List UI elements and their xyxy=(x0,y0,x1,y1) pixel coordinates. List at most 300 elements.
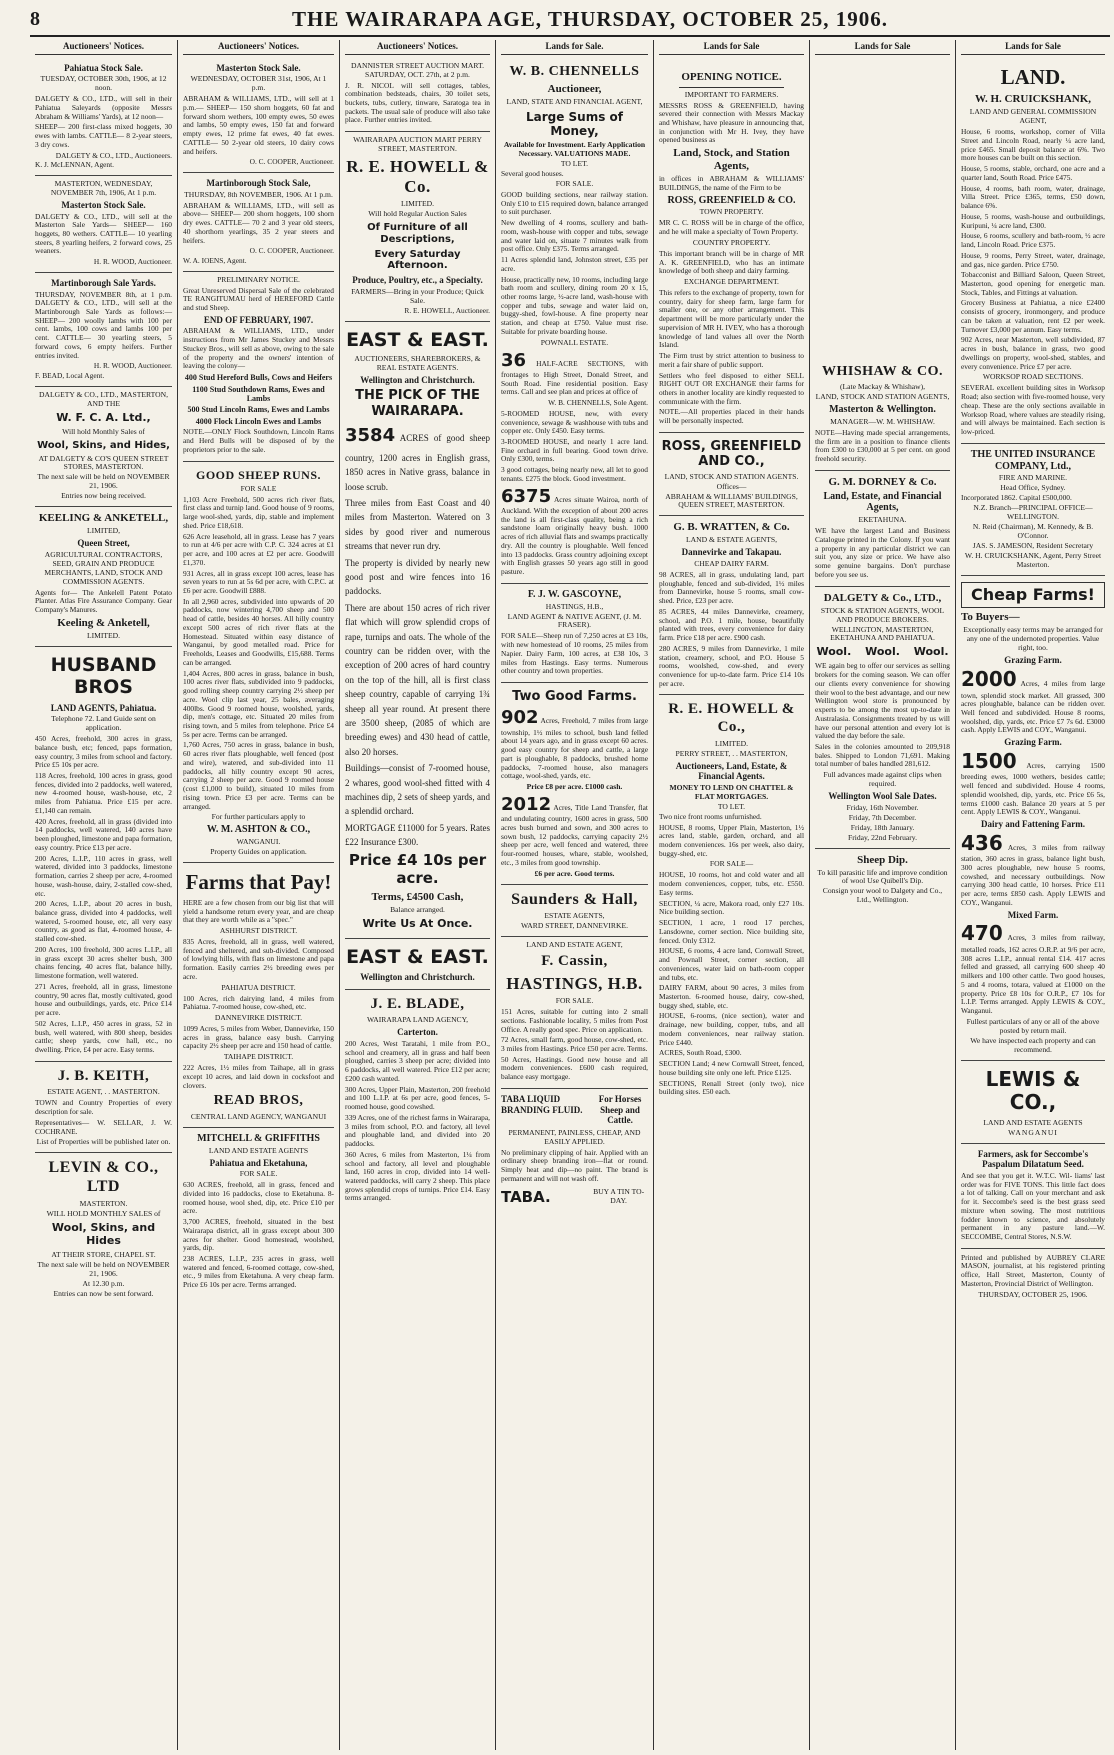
advert-agent: W. A. IOENS, Agent. xyxy=(183,255,247,265)
listing: 931 Acres, all in grass except 100 acres, lease has seven years to run at 5s 6d per acre, with C.P.C. at £6 per acre. Goodwill £888. xyxy=(183,568,334,595)
listing: House, practically new, 10 rooms, including large bath room and scullery, dining room 20 x 15, other rooms large, ½-acre land, wash-house with copper and tubs, sewage and water laid on, buggy-shed, fowl-house. A fine property near station, and cheap at £750. Value must rise. Suitable for private boarding house. xyxy=(501,274,648,336)
advert-body: J. R. NICOL will sell cottages, tables, combination bedsteads, chairs, 30 toilet sets, buckets, tubs, cutlery, tinware, Saratoga tea in packets. The usual sale of produce will also take place. Further entries invited. xyxy=(345,80,490,125)
advert-body: MESSRS ROSS & GREENFIELD, having severed their connection with Messrs Mackay and Whishaw, have pleasure in announcing that, in conjunction with Mr H. Ivey, they have opened business as xyxy=(659,100,804,145)
advert-name: R. E. HOWELL & Co., xyxy=(668,701,795,736)
column-header: Auctioneers' Notices. xyxy=(35,40,172,55)
sale-date: Friday, 16th November. xyxy=(846,802,919,812)
listing: 3,700 ACRES, freehold, situated in the best Wairarapa district, all in grass except about 300 acres for shelter. Good homestead, woolshed, yards, dip. xyxy=(183,1217,334,1253)
advert-name: W. F. C. A. Ltd., xyxy=(56,410,151,424)
advert-name: J. B. KEITH, xyxy=(57,1067,150,1084)
advert-sheep-dip xyxy=(815,849,950,911)
acreage-figure: 2000 xyxy=(961,666,1017,691)
listing: HOUSE, 10 rooms, hot and cold water and all modern conveniences, copper, tubs, etc. £550. Easy terms. xyxy=(659,870,804,897)
advert-body: ABRAHAM & WILLIAMS, LTD., will sell as above— SHEEP— 200 shorn hoggets, 100 shorn dry ewes. CATTLE— 70 2 and 3 year old steers, 40 shorthorn yearlings, 35 2 year steers and heifers. xyxy=(183,200,334,245)
listing: 280 ACRES, 9 miles from Dannevirke, 1 mile station, creamery, school, and P.O. House 5 rooms, woolshed, cow-shed, and every convenience for up-to-date farm. Price £14 10s per acre. xyxy=(659,643,804,688)
advert-title: Wool. Wool. Wool. xyxy=(816,645,949,659)
column-7 xyxy=(956,40,1110,1750)
masthead xyxy=(30,4,1110,34)
advert-sub: LAND AND ESTATE AGENT, xyxy=(526,940,623,950)
advert-agent: F. BEAD, Local Agent. xyxy=(35,371,105,381)
lot: 1100 Stud Southdown Rams, Ewes and Lambs xyxy=(192,384,325,404)
advert-manager: MANAGER—W. M. WHISHAW. xyxy=(830,416,935,426)
advert-gb-wratten xyxy=(659,516,804,695)
listing: 118 Acres, freehold, 100 acres in grass, good fences, divided into 2 paddocks, well watered, new 4-roomed house, wash-house, etc, 2 miles from Pahiatua. Price £15 per acre. £1,140 can remain. xyxy=(35,771,172,815)
advert-balance: Balance arranged. xyxy=(390,904,445,914)
advert-sub: Land, Estate, and Financial Agents, xyxy=(823,490,942,514)
advert-body: To kill parasitic life and improve condition of wool Use Quibell's Dip. xyxy=(817,867,948,886)
advert-title: Two Good Farms. xyxy=(512,689,637,705)
listing-text: Acres situate Wairoa, north of Auckland. With the exception of about 200 acres the land is all first-class quality, being a rich sandstone loam originally heavy bush. 1000 acres of rich alluvial flats and swamps practically dry. All the country is ploughable. Well fenced into 13 paddocks. Grass country adjoining except with English grasses 50 years ago still in good pasture. xyxy=(501,494,648,577)
lot: 400 Stud Hereford Bulls, Cows and Heifers xyxy=(184,373,333,383)
listing: 200 Acres, West Taratahi, 1 mile from P.O., school and creamery, all in grass and half been ploughed, carries 3 sheep per acre; divided into 6 paddocks, all well watered. Price £12 per acre; £200 cash wanted. xyxy=(345,1038,490,1083)
advert-title: OPENING NOTICE. xyxy=(681,70,782,83)
advert-sub: FOR SALE xyxy=(240,483,277,493)
advert-farms-that-pay xyxy=(183,863,334,1128)
advert-gm-dorney xyxy=(815,471,950,587)
listing: 72 Acres, small farm, good house, cow-shed, etc. 3 miles from Hastings. Price £50 per acre. Terms. xyxy=(501,1035,648,1053)
listing: 50 Acres, Hastings. Good new house and all modern conveniences. £600 cash required, balance easy mortgage. xyxy=(501,1054,648,1082)
advert-name: READ BROS, xyxy=(213,1093,304,1109)
listing: 271 Acres, freehold, all in grass, limestone country, 90 acres flat, mostly cultivated, good house and outbuildings, yards, etc. Price £14 per acre. xyxy=(35,981,172,1018)
listing: 98 ACRES, all in grass, undulating land, part ploughable, fenced and sub-divided, 1½ miles from Dannevirke, house 5 rooms, small cow-shed. Price, £23 per acre. xyxy=(659,569,804,606)
advert-firm: ROSS, GREENFIELD & CO. xyxy=(667,194,796,206)
advert-next-sale: The next sale will be held on NOVEMBER 21, 1906. xyxy=(37,1259,170,1278)
advert-title: THE PICK OF THE WAIRARAPA. xyxy=(355,388,480,419)
listing: 502 Acres, L.I.P., 450 acres in grass, 52 in bush, well watered, with 800 sheep, besides cattle; sheep yards, cow hall, etc., no dwelling. Price, £4 per acre. Easy terms. xyxy=(35,1018,172,1055)
listing: SECTION, ¼ acre, Makora road, only £27 10s. Nice building section. xyxy=(659,898,804,917)
advert-preliminary-notice xyxy=(183,272,334,462)
advert-agent: K. J. McLENNAN, Agent. xyxy=(35,160,115,170)
advert-signature: H. R. WOOD, Auctioneer. xyxy=(93,257,172,267)
advert-body: WE again beg to offer our services as selling brokers for the coming season. We can offer our clients every convenience for showing their wool to the best advantage, and our new Wellington wool store is pronounced by experts to be among the most up-to-date in Australasia. Consignments treated by us will have our personal attention and every lot is valued the day before the sale. xyxy=(815,661,950,741)
listing: 151 Acres, suitable for cutting into 2 small sections. Fashionable locality, 5 miles from Post Office. A really good spec. Price on application. xyxy=(501,1007,648,1034)
listing: 450 Acres, freehold, 300 acres in grass, balance bush, etc; fenced, paps formation, easy country, 3 miles from school and factory. Price £5 10s per acre. xyxy=(35,734,172,770)
blank-space xyxy=(815,58,950,358)
advert-date: END OF FEBRUARY, 1907. xyxy=(203,314,314,325)
advert-opening-notice xyxy=(659,58,804,433)
acreage-figure: 436 xyxy=(961,830,1003,855)
listing: 1,760 Acres, 750 acres in grass, balance in bush, 60 acres river flats ploughable, well fenced (post and wire), watered, and sub-divided into 11 paddocks, all hilly country except 90 acres, carrying 2 sheep per acre. Good 9 roomed house (cost £1,000 to build), situated 10 miles from rising town. Price £3 per acre. Terms can be arranged. xyxy=(183,740,334,811)
listing: HOUSE, 8 rooms, Upper Plain, Masterton, 1½ acres land, stable, garden, orchard, and all modern conveniences. 16s per week, also dairy, buggy-shed, etc. xyxy=(659,822,804,858)
advert-for-sale: FOR SALE. xyxy=(239,1169,278,1179)
advert-two-good-farms xyxy=(501,683,648,885)
advert-name: W. B. CHENNELLS xyxy=(509,63,640,79)
acreage-figure: 3584 xyxy=(345,425,396,447)
advert-price: Price £4 10s per acre. xyxy=(348,851,487,888)
listing-text: Acres, 3 miles from railway, metalled roads, 162 acres O.R.P. at 9/6 per acre, 308 acres L.I.P., annual rental £14. 417 acres felled and grassed, all carrying 600 sheep 40 milkers and 100 other cattle. Two good houses, 5 and 4 rooms, totara, valued at £1000 on the property. Price £8 10s for O.R.P., £7 10s for L.I.P. Terms arranged. Apply LEWIS & COY., Wanganui. xyxy=(961,933,1105,1016)
listing xyxy=(961,922,1105,1015)
advert-ltd: LIMITED. xyxy=(400,199,435,209)
listing: 420 Acres, freehold, all in grass (divided into 14 paddocks, well watered, 140 acres have been ploughed, limestone and papa formation, easy country. Price £13 per acre. xyxy=(35,816,172,852)
advert-name: DALGETY & Co., LTD., xyxy=(823,591,942,604)
advert-name: Saunders & Hall, xyxy=(511,890,638,908)
listing: House, 4 rooms, bath room, water, drainage, Villa Street. Price £365, terms, £50 down, balance 6%. xyxy=(961,183,1105,211)
district: ASHHURST DISTRICT. xyxy=(219,925,298,935)
taba-heading-row xyxy=(501,1092,648,1128)
listing: 902 Acres, near Masterton, well subdivided, 87 acres in bush, balance in grass, two good dwellings on property, wool-shed, stables, and every convenience. Price £7 per acre. xyxy=(961,335,1105,371)
advert-saunders-hall xyxy=(501,885,648,938)
advert-body: DALGETY & CO., LTD., will sell at the Masterton Sale Yards— SHEEP— 160 hoggets, 80 wethers. CATTLE— 10 yearling steers, 8 yearling heifers, 2 forward cows, 25 weaners. xyxy=(35,211,172,256)
listing: 626 Acre leasehold, all in grass. Lease has 7 years to run at 4/6 per acre with C.P. C. 324 acres at £1 per acre, and 100 acres at £2 per acre. Goodwill £1,370. xyxy=(183,531,334,567)
listing: 1,404 Acres, 800 acres in grass, balance in bush, 100 acres river flats, subdivided into 9 paddocks, good rolling sheep country carrying 2½ sheep per acre. Wool clip last year, 25 bales, averaging 400lbs. Good 9 roomed house, woolshed, yards, dip, men's cottage, etc. Situated 20 miles from rising town, and 5 miles from telephone. Price £4 5s per acre. Terms can be arranged. xyxy=(183,668,334,739)
listing: ACRES, South Road, £300. xyxy=(659,1048,742,1058)
acreage-figure: 2012 xyxy=(501,794,552,816)
advert-place: MASTERTON. xyxy=(79,1199,128,1209)
advert-jb-keith xyxy=(35,1062,172,1154)
listing: House, 9 rooms, Perry Street, water, drainage, and gas, nice garden. Price £750. xyxy=(961,250,1105,269)
advert-sub-2: LAND, STATE AND FINANCIAL AGENT, xyxy=(506,97,643,107)
advert-agents: Agents for— The Ankelell Patent Potato Planter. Atlas Fire Assurance Company. Gear Company's Manures. xyxy=(35,587,172,615)
advert-sub: IMPORTANT TO FARMERS. xyxy=(684,89,779,99)
section-heading: COUNTRY PROPERTY. xyxy=(692,237,771,247)
advert-name: EAST & EAST. xyxy=(346,328,489,351)
advert-note: Consign your wool to Dalgety and Co., Ltd., Wellington. xyxy=(822,886,943,905)
advert-body: Great Unreserved Dispersal Sale of the celebrated TE RANGITUMAU herd of HEREFORD Cattle and stud Sheep. xyxy=(183,285,334,313)
advert-guide: Property Guides on application. xyxy=(210,847,307,857)
listing: HOUSE, 6 rooms, 4 acre land, Cornwall Street, and Pownall Street, corner section, all conveniences, water laid on bath-room copper and tubs, etc. xyxy=(659,946,804,982)
listing: SEVERAL excellent building sites in Worksop Road; also section with five-roomed house, very cheap. These are the only sections available in Worksop Road, where values are steadily rising, and will always be maintained. Each section is low-priced. xyxy=(961,383,1105,436)
listing: In all 2,960 acres, subdivided into upwards of 20 paddocks, now wintering 4,700 sheep and 500 head of cattle, besides 40 horses. All hilly country except 500 acres of rich river flats at the Homestead. Situated within easy distance of Wanganui, by good metalled road. Price for Freeholds, Leases and Goodwills, £15,688. Terms can be arranged. xyxy=(183,596,334,667)
advert-sub: Auctioneers, Land, Estate, & Financial Agents. xyxy=(675,760,788,782)
advert-body-2: in offices in ABRAHAM & WILLIAMS' BUILDINGS, the name of the Firm to be xyxy=(659,174,804,192)
advert-place: EKETAHUNA. xyxy=(858,515,907,525)
divider xyxy=(679,87,784,88)
listing-text: Acres, 4 miles from large town, splendid stock market. All grassed, 300 acres ploughable, balance can be ridden over. Well fenced and subdivided. House 8 rooms, woolshed, dip, yards, etc. Price £7 7s 6d. £3000 cash. Apply LEWIS and COY., Wanganui. xyxy=(961,678,1105,735)
advert-title: Masterton Stock Sale. xyxy=(61,199,146,210)
section-body: MR C. C. ROSS will be in charge of the office, and he will make a specialty of Town Property. xyxy=(659,218,804,237)
advert-title: Of Furniture of all Descriptions, xyxy=(367,222,468,245)
listing xyxy=(961,832,1105,908)
listing: Grocery Business at Pahiatua, a nice £2400 consists of grocery, ironmongery, and produce can be taken at valuation, rent £2 per week. Turnover £3,000 per annum. Easy terms. xyxy=(961,298,1105,334)
advert-store: AT THEIR STORE, CHAPEL ST. xyxy=(51,1249,156,1259)
listing: SECTION, 1 acre, 1 rood 17 perches, Lansdowne, corner section. Nice building site, fenced. Only £312. xyxy=(659,918,804,945)
advert-body: DALGETY & CO., LTD., will sell in their Pahiatua Saleyards (opposite Messrs Abraham & Williams' Yards), at 12 noon— xyxy=(35,94,172,121)
advert-place: WARD STREET, DANNEVIRKE. xyxy=(520,921,628,931)
advert-east-and-east xyxy=(345,322,490,939)
advert-body-2: ABRAHAM & WILLIAMS, LTD., under instructions from Mr James Stuckey and Messrs Stuckey Bros., will sell as above, owing to the sale of the property and the owners' intention of leaving the colony— xyxy=(183,326,334,371)
column-5 xyxy=(654,40,810,1750)
advert-body: And see that you get it. W.T.C. Wil- liams' last order was for FIVE TONS. This little fact does a lot of talking. Call on your merchant and ask for it. Seccombe's seed is the best grass seed mixture when sowing. The most nutritious fodder known to science, and absolutely permanent in any pasture land.—W. SECCOMBE, Central Stores, N.S.W. xyxy=(961,1170,1105,1242)
advert-advances: Full advances made against clips when required. xyxy=(823,770,942,789)
printer-imprint xyxy=(961,1249,1105,1305)
advert-fjw-gascoyne xyxy=(501,584,648,683)
advert-re-howell-auction xyxy=(345,132,490,321)
advert-title: Large Sums of Money, xyxy=(525,110,624,139)
listing: 835 Acres, freehold, all in grass, well watered, fenced and sheltered, and sub-divided. Composed of lowlying hills, with flats on limestone and papa formation. Easily carries 2½ breeding ewes per acre. xyxy=(183,936,334,981)
advert-title: Pahiatua Stock Sale. xyxy=(64,62,143,73)
advert-top: WAIRARAPA AUCTION MART PERRY STREET, MASTERTON. xyxy=(353,135,482,154)
listing: 200 Acres, L.I.P., 110 acres in grass, well watered, divided into 3 paddocks, limestone formation, carries 2 sheep per acre, 4-roomed house, wash-house, dairy, 2-stalled cow-shed, etc. xyxy=(35,853,172,898)
advert-body: TOWN and Country Properties of every description for sale. xyxy=(35,1098,172,1117)
listing xyxy=(501,486,648,577)
advert-signature: W. M. ASHTON & CO., xyxy=(206,824,311,836)
advert-buy: BUY A TIN TO-DAY. xyxy=(593,1187,645,1206)
advert-place: Wellington and Christchurch. xyxy=(360,374,475,385)
advert-cheap-farms xyxy=(961,576,1105,1061)
advert-title: PRELIMINARY NOTICE. xyxy=(217,274,300,284)
advert-for-sale: FOR SALE. xyxy=(555,178,594,188)
farm-heading: Grazing Farm. xyxy=(1004,737,1062,748)
lot-figure: 36 xyxy=(501,349,527,371)
listing: HOUSE, 6-rooms, (nice section), water and drainage, new building, copper, tubs, and all modern conveniences, near railway station. Price £440. xyxy=(659,1011,804,1047)
advert-body: THURSDAY, NOVEMBER 8th, at 1 p.m. DALGETY & CO., LTD., will sell at the Martinborough Sale Yards as follows:— SHEEP— 200 woolly lambs with 100 per cent. lambs, 100 cows and lambs 100 per cent. CATTLE— 30 yearling steers, 5 forward cows, 6 empty heifers. Further entries invited. xyxy=(35,289,172,360)
advert-note: For further particulars apply to xyxy=(211,812,306,822)
advert-pahiatua-stock-sale xyxy=(35,58,172,176)
advert-write: Write Us At Once. xyxy=(362,916,473,930)
advert-name: G. M. DORNEY & Co. xyxy=(828,475,937,488)
advert-to-let: TO LET. xyxy=(560,159,589,169)
advert-to-let: TO LET. xyxy=(717,801,746,811)
listing-price: £6 per acre. Good terms. xyxy=(534,868,615,878)
advert-title: Wool, Skins, and Hides xyxy=(51,1220,156,1247)
advert-for-sale: FOR SALE— xyxy=(709,859,754,869)
sale-date: Friday, 18th January. xyxy=(850,822,915,832)
advert-offices: Offices— xyxy=(716,481,747,491)
listing: 630 ACRES, freehold, all in grass, fenced and divided into 16 paddocks, close to Eketahuna. 8-roomed house, wool shed, dip, etc. Price £10 per acre. xyxy=(183,1180,334,1216)
advert-sub: WAIRARAPA LAND AGENCY, xyxy=(366,1015,469,1025)
advert-name: G. B. WRATTEN, & Co. xyxy=(673,521,790,534)
advert-title: Sheep Dip. xyxy=(857,853,908,866)
column-3 xyxy=(340,40,496,1750)
listing: SECTIONS, Renall Street (only two), nice building sites. £50 each. xyxy=(659,1078,804,1097)
advert-body: Exceptionally easy terms may be arranged for any one of the undernoted properties. Value right, too. xyxy=(963,625,1103,653)
advert-signature: O. C. COOPER, Auctioneer. xyxy=(249,246,334,256)
advert-east-and-east-footer xyxy=(345,939,490,990)
advert-martinborough-stock-sale xyxy=(183,173,334,272)
advert-sub: AUCTIONEERS, SHAREBROKERS, & REAL ESTATE AGENTS. xyxy=(354,353,481,372)
advert-mitchell-griffiths xyxy=(183,1128,334,1296)
advert-seccombe-paspalum xyxy=(961,1144,1105,1249)
listing: 5-ROOMED HOUSE, new, with every convenience, sewage & washhouse with tubs and copper etc. Only £450. Easy terms. xyxy=(501,408,648,436)
advert-body: No preliminary clipping of hair. Applied with an ordinary sheep branding iron—flat or round. Simply heat and dip—no paint. The brand is permanent and will not wash off. xyxy=(501,1147,648,1183)
district: PAHIATUA DISTRICT. xyxy=(221,982,296,992)
listing xyxy=(501,794,648,868)
listing: 300 Acres, Upper Plain, Masterton, 200 freehold and 100 L.I.P. at 6s per acre, good fences, 5-roomed house, good cowshed. xyxy=(345,1084,490,1112)
column-header: Lands for Sale xyxy=(815,40,950,55)
farm-heading: Mixed Farm. xyxy=(1007,909,1059,920)
advert-name: F. Cassin, xyxy=(541,953,608,970)
listing: 339 Acres, one of the richest farms in Wairarapa, 3 miles from school, P.O. and factory, all level and ploughable land, and divided into 20 paddocks. xyxy=(345,1112,490,1149)
column-4 xyxy=(496,40,654,1750)
listing-text: Acres, 3 miles from railway station, 360 acres in grass, balance light bush, 300 acres ploughable, new house 5 rooms, cowshed, and necessary outbuildings. Now carrying 300 head cattle, 10 horses. Price £11 per acre, terms £850 cash. Apply LEWIS and COY., Wanganui. xyxy=(961,842,1105,907)
advert-title: Cheap Farms! xyxy=(971,584,1095,604)
listing-price: Price £8 per acre. £1000 cash. xyxy=(526,782,623,792)
advert-place: AT DALGETY & CO'S QUEEN STREET STORES, MASTERTON. xyxy=(38,453,169,472)
advert-name: LEWIS & CO., xyxy=(985,1066,1081,1115)
section-heading: TOWN PROPERTY. xyxy=(699,207,764,217)
advert-name: R. E. HOWELL & Co. xyxy=(346,157,489,197)
sale-date: Friday, 7th December. xyxy=(848,812,917,822)
advert-name: HUSBAND BROS xyxy=(50,653,157,699)
advert-note: Entries now being received. xyxy=(61,491,146,501)
listing: House, 5 rooms, wash-house and outbuildings, Kuripuni, ¼ acre land, £300. xyxy=(961,211,1105,230)
listing xyxy=(961,750,1105,817)
advert-sub: LAND AGENTS, Pahiatua. xyxy=(50,702,157,713)
sale-date: Friday, 22nd February. xyxy=(847,832,918,842)
listing: MORTGAGE £11000 for 5 years. Rates £22 Insurance £300. xyxy=(345,822,490,848)
advert-dannister-auction-mart xyxy=(345,58,490,133)
advert-title: Martinborough Sale Yards. xyxy=(51,277,156,288)
advert-place: ABRAHAM & WILLIAMS' BUILDINGS, QUEEN STREET, MASTERTON. xyxy=(665,491,798,510)
advert-ross-greenfield xyxy=(659,433,804,516)
section-body: This refers to the exchange of property, town for country, dairy for sheep farm, large farm for smaller one, or any other arrangement. This department will be more particularly under the supervision of MR H. IVEY, who has a thorough knowledge of land values all over the North Island. xyxy=(659,287,804,350)
advert-time: At 12.30 p.m. xyxy=(82,1278,125,1288)
advert-ltd: LIMITED. xyxy=(714,738,749,748)
advert-title: Martinborough Stock Sale, xyxy=(206,178,311,188)
listing: 85 ACRES, 44 miles Dannevirke, creamery, school, and P.O. 1 mile, house, beautifully planted with trees, every convenience for dairy farm. Price £18 per acre. £900 cash. xyxy=(659,606,804,643)
advert-representatives: Representatives— W. SELLAR, J. W. COCHRANE. xyxy=(35,1117,172,1136)
advert-place: Dannevirke and Takapau. xyxy=(681,547,782,558)
listing: New dwelling of 4 rooms, scullery and bath-room, wash-house with copper and tubs, sewage and water laid on, situate 7 minutes walk from post office. Only £375. Terms arranged. xyxy=(501,218,648,254)
listing-text: HALF-ACRE SECTIONS, with frontages to High Street, Donald Street, and South Road. Fine residential position. Easy terms. Call and see plan and prices at office of xyxy=(501,358,648,397)
advert-top: DALGETY & CO., LTD., MASTERTON, AND THE xyxy=(39,389,168,408)
listing: 3-ROOMED HOUSE, and nearly 1 acre land. Fine orchard in full bearing. Good town drive. Only £300, terms. xyxy=(501,436,648,464)
listing xyxy=(501,707,648,781)
advert-date: WEDNESDAY, OCTOBER 31st, 1906, At 1 p.m. xyxy=(190,74,327,93)
advert-levin-co xyxy=(35,1153,172,1303)
listing: 1099 Acres, 5 miles from Weber, Dannevirke, 150 acres in grass, balance easy bush. Carrying capacity 2½ sheep per acre and 150 head of cattle. xyxy=(183,1023,334,1051)
advert-name: KEELING & ANKETELL, xyxy=(38,512,169,525)
advert-for-sale: FOR SALE. xyxy=(555,996,594,1006)
page-columns xyxy=(30,40,1110,1750)
advert-next-sale: The next sale will be held on NOVEMBER 21, 1906. xyxy=(37,472,170,491)
advert-sub: LAND AND ESTATE AGENTS xyxy=(983,1117,1083,1127)
advert-good-sheep-runs xyxy=(183,462,334,863)
advert-note: NOTE—Having made special arrangements, the firm are in a position to finance clients from £300 to £30,000 at 5 per cent. on good freehold security. xyxy=(815,427,950,463)
listing: 360 Acres, 6 miles from Masterton, 1¼ from school and factory, all level and ploughable land, 160 acres in crop, divided into 14 well-watered paddocks, will carry 2 sheep. This place grows splendid crops of turnips. Price £14. Easy terms arranged. xyxy=(345,1149,490,1203)
advert-name: ROSS, GREENFIELD AND CO., xyxy=(661,438,802,470)
advert-sub: CENTRAL LAND AGENCY, WANGANUI xyxy=(190,1111,327,1121)
advert-sub: PERMANENT, PAINLESS, CHEAP, AND EASILY APPLIED. xyxy=(508,1127,641,1146)
imprint-text: Printed and published by AUBREY CLARE MASON, journalist, at his registered printing office, Hall Street, Masterton, County of Masterton, Provincial District of Wellington. xyxy=(961,1252,1105,1288)
acreage-figure: 1500 xyxy=(961,748,1017,773)
advert-name: EAST & EAST. xyxy=(346,945,489,968)
listing: Buildings—consist of 7-roomed house, 2 whares, good wool-shed fitted with 4 machines dip, 2 sets of sheep yards, and a splendid orchard. xyxy=(345,763,490,817)
advert-place: Wellington and Christchurch. xyxy=(360,972,475,983)
advert-sub: To Buyers— xyxy=(961,611,1020,624)
advert-body: ABRAHAM & WILLIAMS, LTD., will sell at 1 p.m.— SHEEP— 150 shorn hoggets, 60 fat and forward shorn wethers, 100 empty ewes, 50 ewes and lambs, 50 empty ewes, 150 fat and forward empty ewes, 12 prime fat ewes, 40 fat ewes. CATTLE— 50 2-year old steers, 10 dairy cows and heifers. xyxy=(183,94,334,156)
advert-note: List of Properties will be published later on. xyxy=(36,1137,171,1147)
advert-to-let-text: Two nice front rooms unfurnished. xyxy=(659,811,762,821)
section-body: This important branch will be in charge of MR A. K. GREENFIELD, who has an intimate knowledge of both sheep and dairy farming. xyxy=(659,248,804,276)
advert-sub: LAND, STOCK AND STATION AGENTS. xyxy=(664,471,799,481)
advert-produce: Produce, Poultry, etc., a Specialty. xyxy=(352,275,483,286)
advert-note: FARMERS—Bring in your Produce; Quick Sale. xyxy=(351,286,484,305)
column-header: Lands for Sale xyxy=(961,40,1105,55)
advert-signature: O. C. COOPER, Auctioneer. xyxy=(249,157,334,167)
advert-sub-2: LAND AGENT & NATIVE AGENT, (J. M. FRASER). xyxy=(507,611,642,630)
advert-street: PERRY STREET, . . MASTERTON, xyxy=(675,748,788,758)
advert-body: Will hold Regular Auction Sales xyxy=(368,209,467,219)
advert-note: Entries can now be sent forward. xyxy=(53,1288,154,1298)
advert-ltd-repeat: LIMITED. xyxy=(86,630,121,640)
farm-heading: Dairy and Fattening Farm. xyxy=(981,819,1085,830)
lot: 500 Stud Lincoln Rams, Ewes and Lambs xyxy=(187,405,330,415)
advert-title: Farmers, ask for Seccombe's Paspalum Dilatatum Seed. xyxy=(977,1148,1089,1170)
advert-re-howell-agents xyxy=(659,695,804,1103)
section-heading: EXCHANGE DEPARTMENT. xyxy=(684,276,779,286)
section-body: NOTE.—All properties placed in their hands will be personally inspected. xyxy=(659,407,804,426)
listing: 3 good cottages, being nearly new, all let to good tenants. £275 the block. Good investment. xyxy=(501,465,648,483)
advert-place: HASTINGS, H.B. xyxy=(506,974,643,994)
advert-wfca-wool-sales xyxy=(35,387,172,507)
advert-keeling-anketell xyxy=(35,507,172,646)
advert-name-repeat: Keeling & Anketell, xyxy=(57,616,150,629)
advert-note: Fullest particulars of any or all of the above posted by return mail. xyxy=(966,1016,1100,1035)
masthead-rule xyxy=(30,35,1110,37)
advert-sub: LAND AND GENERAL COMMISSION AGENT, xyxy=(969,107,1097,126)
advert-top: DANNISTER STREET AUCTION MART. SATURDAY, OCT. 27th, at 2 p.m. xyxy=(351,60,484,79)
advert-place: Masterton & Wellington. xyxy=(829,404,936,416)
listing: The property is divided by nearly new good post and wire fences into 16 paddocks. xyxy=(345,557,490,597)
advert-signature: W. B. CHENNELLS, Sole Agent. xyxy=(548,398,648,408)
advert-taba-branding-fluid xyxy=(501,1089,648,1213)
taba-footer-row xyxy=(501,1186,648,1210)
advert-sub: HASTINGS, H.B., xyxy=(545,601,604,611)
advert-name: F. J. W. GASCOYNE, xyxy=(527,588,622,600)
advert-dateline: MASTERTON, WEDNESDAY, NOVEMBER 7th, 1906, At 1 p.m. xyxy=(50,179,157,197)
farm-heading: Grazing Farm. xyxy=(1004,655,1062,666)
advert-section-heading: CHEAP DAIRY FARM. xyxy=(694,558,769,568)
listing: House, 6 rooms, workshop, corner of Villa Street and Lincoln Road, nearly ¼ acre land, price £465. Small deposit balance at 6%. Two more houses can be built on this section. xyxy=(961,127,1105,163)
listing: 200 Acres, 100 freehold, 300 acres L.I.P., all in grass except 30 acres shelter bush, 300 chains fencing, 40 acres flat, balance hilly, limestone formation, well watered. xyxy=(35,944,172,981)
advert-agent: W. H. CRUICKSHANK, Agent, Perry Street Masterton. xyxy=(964,550,1102,569)
advert-body: WE have the largest Land and Business Catalogue printed in the Colony. If you want a property in any particular district we can suit you, any size or price. We have also some genuine bargains. Don't purchase before you see us. xyxy=(815,526,950,579)
advert-body: FOR SALE—Sheep run of 7,250 acres at £3 10s, with new homestead of 10 rooms, 25 miles from Napier. Dairy Farm, 100 acres, at £38 10s, 3 miles from Hastings. Easy terms. Numerous other country and town properties. xyxy=(501,631,648,676)
advert-name: J. E. BLADE, xyxy=(370,995,465,1012)
advert-street: Queen Street, xyxy=(77,538,130,549)
section-body: Settlers who feel disposed to either SELL RIGHT OUT OR EXCHANGE their farms for others in another locality are kindly requested to communicate with the firm. xyxy=(659,370,804,406)
advert-place: WANGANUI. xyxy=(236,837,281,847)
advert-whishaw xyxy=(815,358,950,471)
advert-stats: Sales in the colonies amounted to 209,918 bales. Shipped to London 71,691. Making total number of bales handled 281,612. xyxy=(815,742,950,769)
listing: 1,103 Acre Freehold, 500 acres rich river flats, first class and turnip land. Good house of 9 rooms, large wool-shed, yards, dip, stable and implement shed. Price £18,618. xyxy=(183,494,334,530)
listing-text: Acres, Freehold, 7 miles from large township, 1½ miles to school, bush land felled about 14 years ago, and in grass except 60 acres. good easy country for sheep and cattle, a large part is ploughable, 8 paddocks, brushed home paddocks, 7-roomed house, also managers cottage, wool-shed, yards, etc. xyxy=(501,716,648,781)
advert-brand: TABA. xyxy=(501,1187,551,1206)
listing: 100 Acres, rich dairying land, 4 miles from Pahiatua. 7-roomed house, cow-shed, etc. xyxy=(183,993,334,1012)
advert-ltd: LIMITED, xyxy=(86,526,121,536)
advert-date: TUESDAY, OCTOBER 30th, 1906, at 12 noon. xyxy=(40,74,167,93)
advert-name: LEVIN & CO., LTD xyxy=(48,1159,159,1196)
listing: DAIRY FARM, about 90 acres, 3 miles from Masterton. 6-roomed house, dairy, cow-shed, buggy shed, stable, etc. xyxy=(659,983,804,1010)
advert-title: GOOD SHEEP RUNS. xyxy=(195,467,322,482)
advert-sub: (Late Mackay & Whishaw), xyxy=(839,382,926,392)
imprint-date: THURSDAY, OCTOBER 25, 1906. xyxy=(978,1289,1088,1299)
advert-signature: H. R. WOOD, Auctioneer. xyxy=(93,361,172,371)
advert-body: AGRICULTURAL CONTRACTORS, SEED, GRAIN AND PRODUCE MERCHANTS, LAND, STOCK AND COMMISSION AGENTS. xyxy=(44,549,163,586)
advert-place: Carterton. xyxy=(397,1027,438,1038)
listing: SECTION Land; 4 new Cornwall Street, fenced, house building site only one left. Price £125. xyxy=(659,1059,804,1077)
advert-secretary: JAS. S. JAMESON, Resident Secretary xyxy=(972,540,1094,550)
listing: House, 5 rooms, stable, orchard, one acre and a quarter land, South Road. Price £475. xyxy=(961,164,1105,182)
advert-business: Land, Stock, and Station Agents, xyxy=(673,147,790,173)
district: TAIHAPE DISTRICT. xyxy=(223,1052,294,1062)
advert-sub: ESTATE AGENTS, xyxy=(544,911,605,921)
advert-body: HERE are a few chosen from our big list that will yield a handsome return every year, and are cheap that they are worth while as a "spec." xyxy=(183,897,334,925)
advert-wb-chennells xyxy=(501,58,648,584)
advert-place: WELLINGTON, MASTERTON, EKETAHUNA AND PAHIATUA. xyxy=(830,624,935,643)
acreage-figure: 470 xyxy=(961,921,1003,946)
advert-sub-2: LAND, STOCK AND STATION AGENTS, xyxy=(815,392,950,402)
advert-sub: LAND & ESTATE AGENTS, xyxy=(686,535,777,545)
advert-available: Available for Investment. Early Application Necessary. VALUATIONS MADE. xyxy=(503,140,646,159)
advert-dates-title: Wellington Wool Sale Dates. xyxy=(828,791,937,802)
district: DANNEVIRKE DISTRICT. xyxy=(214,1013,303,1023)
section-heading: WORKSOP ROAD SECTIONS. xyxy=(982,372,1084,382)
advert-sub: ESTATE AGENT, . . MASTERTON. xyxy=(47,1087,160,1097)
advert-title: Wool, Skins, and Hides, xyxy=(37,439,170,451)
advert-sub: Auctioneer, xyxy=(547,83,602,96)
